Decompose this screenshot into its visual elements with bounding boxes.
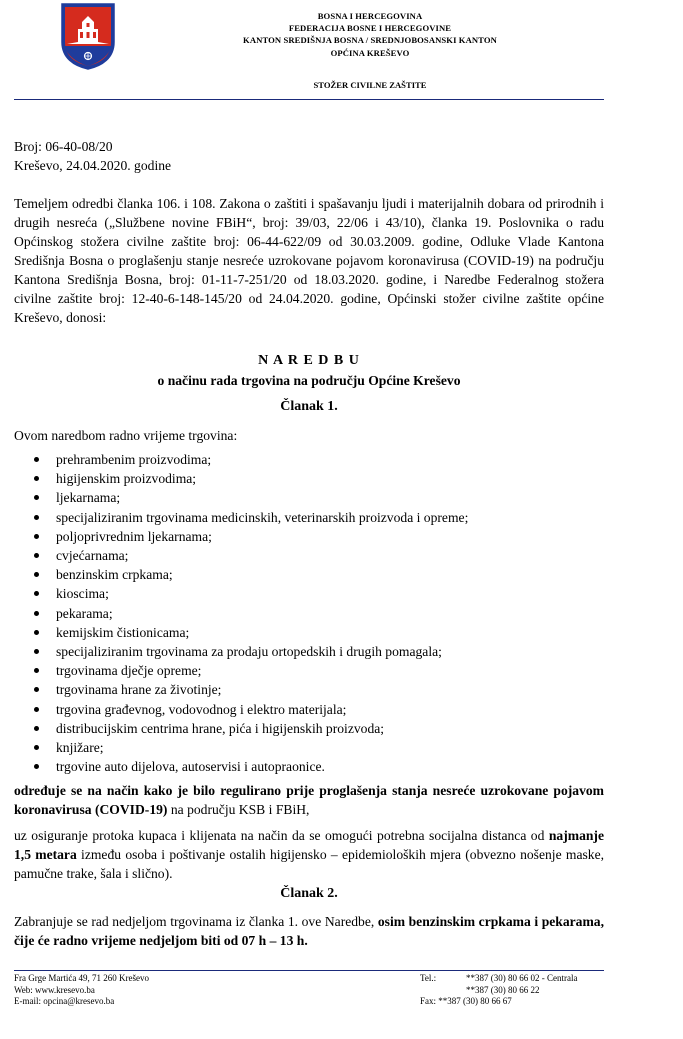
footer-web: Web: www.kresevo.ba xyxy=(14,984,95,995)
bullet-icon xyxy=(34,534,39,539)
bullet-icon xyxy=(34,687,39,692)
footer-tel-1: **387 (30) 80 66 02 - Centrala xyxy=(466,973,578,983)
header-canton: KANTON SREDIŠNJA BOSNA / SREDNJOBOSANSKI KANTON xyxy=(243,35,497,46)
list-item: trgovinama dječje opreme; xyxy=(14,661,604,680)
article-1-paragraph-1-bold: određuje se na način kako je bilo regulirano prije proglašenja stanja nesreće uzrokovane pojavom koronavirusa (COVID-19) xyxy=(14,783,604,817)
list-item: poljoprivrednim ljekarnama; xyxy=(14,527,604,546)
bullet-icon xyxy=(34,707,39,712)
footer-tel-2: **387 (30) 80 66 22 xyxy=(466,984,540,995)
list-item: ljekarnama; xyxy=(14,488,604,507)
list-item: benzinskim crpkama; xyxy=(14,565,604,584)
bullet-icon xyxy=(34,591,39,596)
bullet-icon xyxy=(34,611,39,616)
footer-address: Fra Grge Martića 49, 71 260 Kreševo xyxy=(14,973,150,983)
article-1-paragraph-1-rest: na području KSB i FBiH, xyxy=(167,802,310,817)
footer-fax-label: Fax: xyxy=(420,996,437,1007)
list-item: higijenskim proizvodima; xyxy=(14,469,604,488)
list-item: pekarama; xyxy=(14,604,604,623)
article-2-text-bold: osim benzinskim crpkama i pekarama, čije će radno vrijeme nedjeljom biti od 07 h – 13 h xyxy=(14,914,604,948)
header-federation: FEDERACIJA BOSNE I HERCEGOVINE xyxy=(288,23,452,34)
article-1-heading: Članak 1. xyxy=(280,399,338,414)
document-subtitle: o načinu rada trgovina na području Općine Kreševo xyxy=(157,373,461,388)
article-1-paragraph-2-bold: najmanje 1,5 metara xyxy=(14,828,604,862)
bullet-icon xyxy=(34,745,39,750)
header-country: BOSNA I HERCEGOVINA xyxy=(317,11,423,21)
footer-contact-left xyxy=(14,973,149,1008)
article-2-text-start: Zabranjuje se rad nedjeljom trgovinama iz članka 1. ove Naredbe, xyxy=(14,914,378,929)
header-block xyxy=(150,10,590,59)
footer-email: E-mail: opcina@kresevo.ba xyxy=(14,996,115,1007)
footer-contact-right xyxy=(420,973,577,1008)
list-item: prehrambenim proizvodima; xyxy=(14,450,604,469)
header-divider xyxy=(14,99,604,100)
shop-type-list xyxy=(14,450,604,776)
article-1-paragraph-1 xyxy=(14,781,604,819)
header-subtitle: STOŽER CIVILNE ZAŠTITE xyxy=(313,80,427,90)
bullet-icon xyxy=(34,476,39,481)
article-2-text-end: . xyxy=(304,933,308,948)
footer-fax: **387 (30) 80 66 67 xyxy=(438,996,512,1007)
bullet-icon xyxy=(34,649,39,654)
header-municipality: OPĆINA KREŠEVO xyxy=(330,47,410,58)
article-1-paragraph-2-start: uz osiguranje protoka kupaca i klijenata na način da se omogući potrebna socijalna distanca od xyxy=(14,828,549,843)
footer-tel-label: Tel.: xyxy=(420,973,437,983)
list-item: specijaliziranim trgovinama za prodaju ortopedskih i drugih pomagala; xyxy=(14,642,604,661)
footer-divider xyxy=(14,970,604,971)
municipality-crest-icon xyxy=(60,2,116,70)
bullet-icon xyxy=(34,553,39,558)
list-item: distribucijskim centrima hrane, pića i higijenskih proizvoda; xyxy=(14,719,604,738)
bullet-icon xyxy=(34,572,39,577)
preamble-paragraph: Temeljem odredbi članka 106. i 108. Zakona o zaštiti i spašavanju ljudi i materijalnih dobara od prirodnih i drugih nesreća („Službene novine FBiH“, broj: 39/03, 22/06 i 43/10), članka 19. Poslovnika o radu Općinskog stožera civilne zaštite broj: 06-44-622/09 od 30.03.2009. godine, Odluke Vlade Kantona Središnja Bosna o proglašenju stanje nesreće uzrokovane pojavom koronavirusa (COVID-19) na području Kantona Središnja Bosna, broj: 01-11-7-251/20 od 18.03.2020. godine, i Naredbe Federalnog stožera civilne zaštite broj: 12-40-6-148-145/20 od 24.04.2020. godine, Općinski stožer civilne zaštite općine Kreševo, donosi: xyxy=(14,196,604,325)
list-item: specijaliziranim trgovinama medicinskih, veterinarskih proizvoda i opreme; xyxy=(14,508,604,527)
bullet-icon xyxy=(34,630,39,635)
article-2-heading: Članak 2. xyxy=(280,886,338,901)
list-item: knjižare; xyxy=(14,738,604,757)
list-item: kemijskim čistionicama; xyxy=(14,623,604,642)
bullet-icon xyxy=(34,726,39,731)
list-item: trgovina građevnog, vodovodnog i elektro materijala; xyxy=(14,700,604,719)
article-2-paragraph xyxy=(14,912,604,950)
list-item: trgovinama hrane za životinje; xyxy=(14,680,604,699)
document-number: Broj: 06-40-08/20 xyxy=(14,139,113,154)
list-item: kioscima; xyxy=(14,584,604,603)
article-1-intro: Ovom naredbom radno vrijeme trgovina: xyxy=(14,428,238,443)
bullet-icon xyxy=(34,764,39,769)
bullet-icon xyxy=(34,457,39,462)
bullet-icon xyxy=(34,515,39,520)
bullet-icon xyxy=(34,668,39,673)
document-title: N A R E D B U xyxy=(258,353,360,368)
list-item: trgovine auto dijelova, autoservisi i autopraonice. xyxy=(14,757,604,776)
article-1-paragraph-2 xyxy=(14,826,604,883)
article-1-paragraph-2-end: između osoba i poštivanje ostalih higijensko – epidemioloških mjera (obvezno nošenje maske, pamučne trake, šala i slično). xyxy=(14,847,605,881)
bullet-icon xyxy=(34,495,39,500)
document-date: Kreševo, 24.04.2020. godine xyxy=(14,158,172,173)
list-item: cvjećarnama; xyxy=(14,546,604,565)
